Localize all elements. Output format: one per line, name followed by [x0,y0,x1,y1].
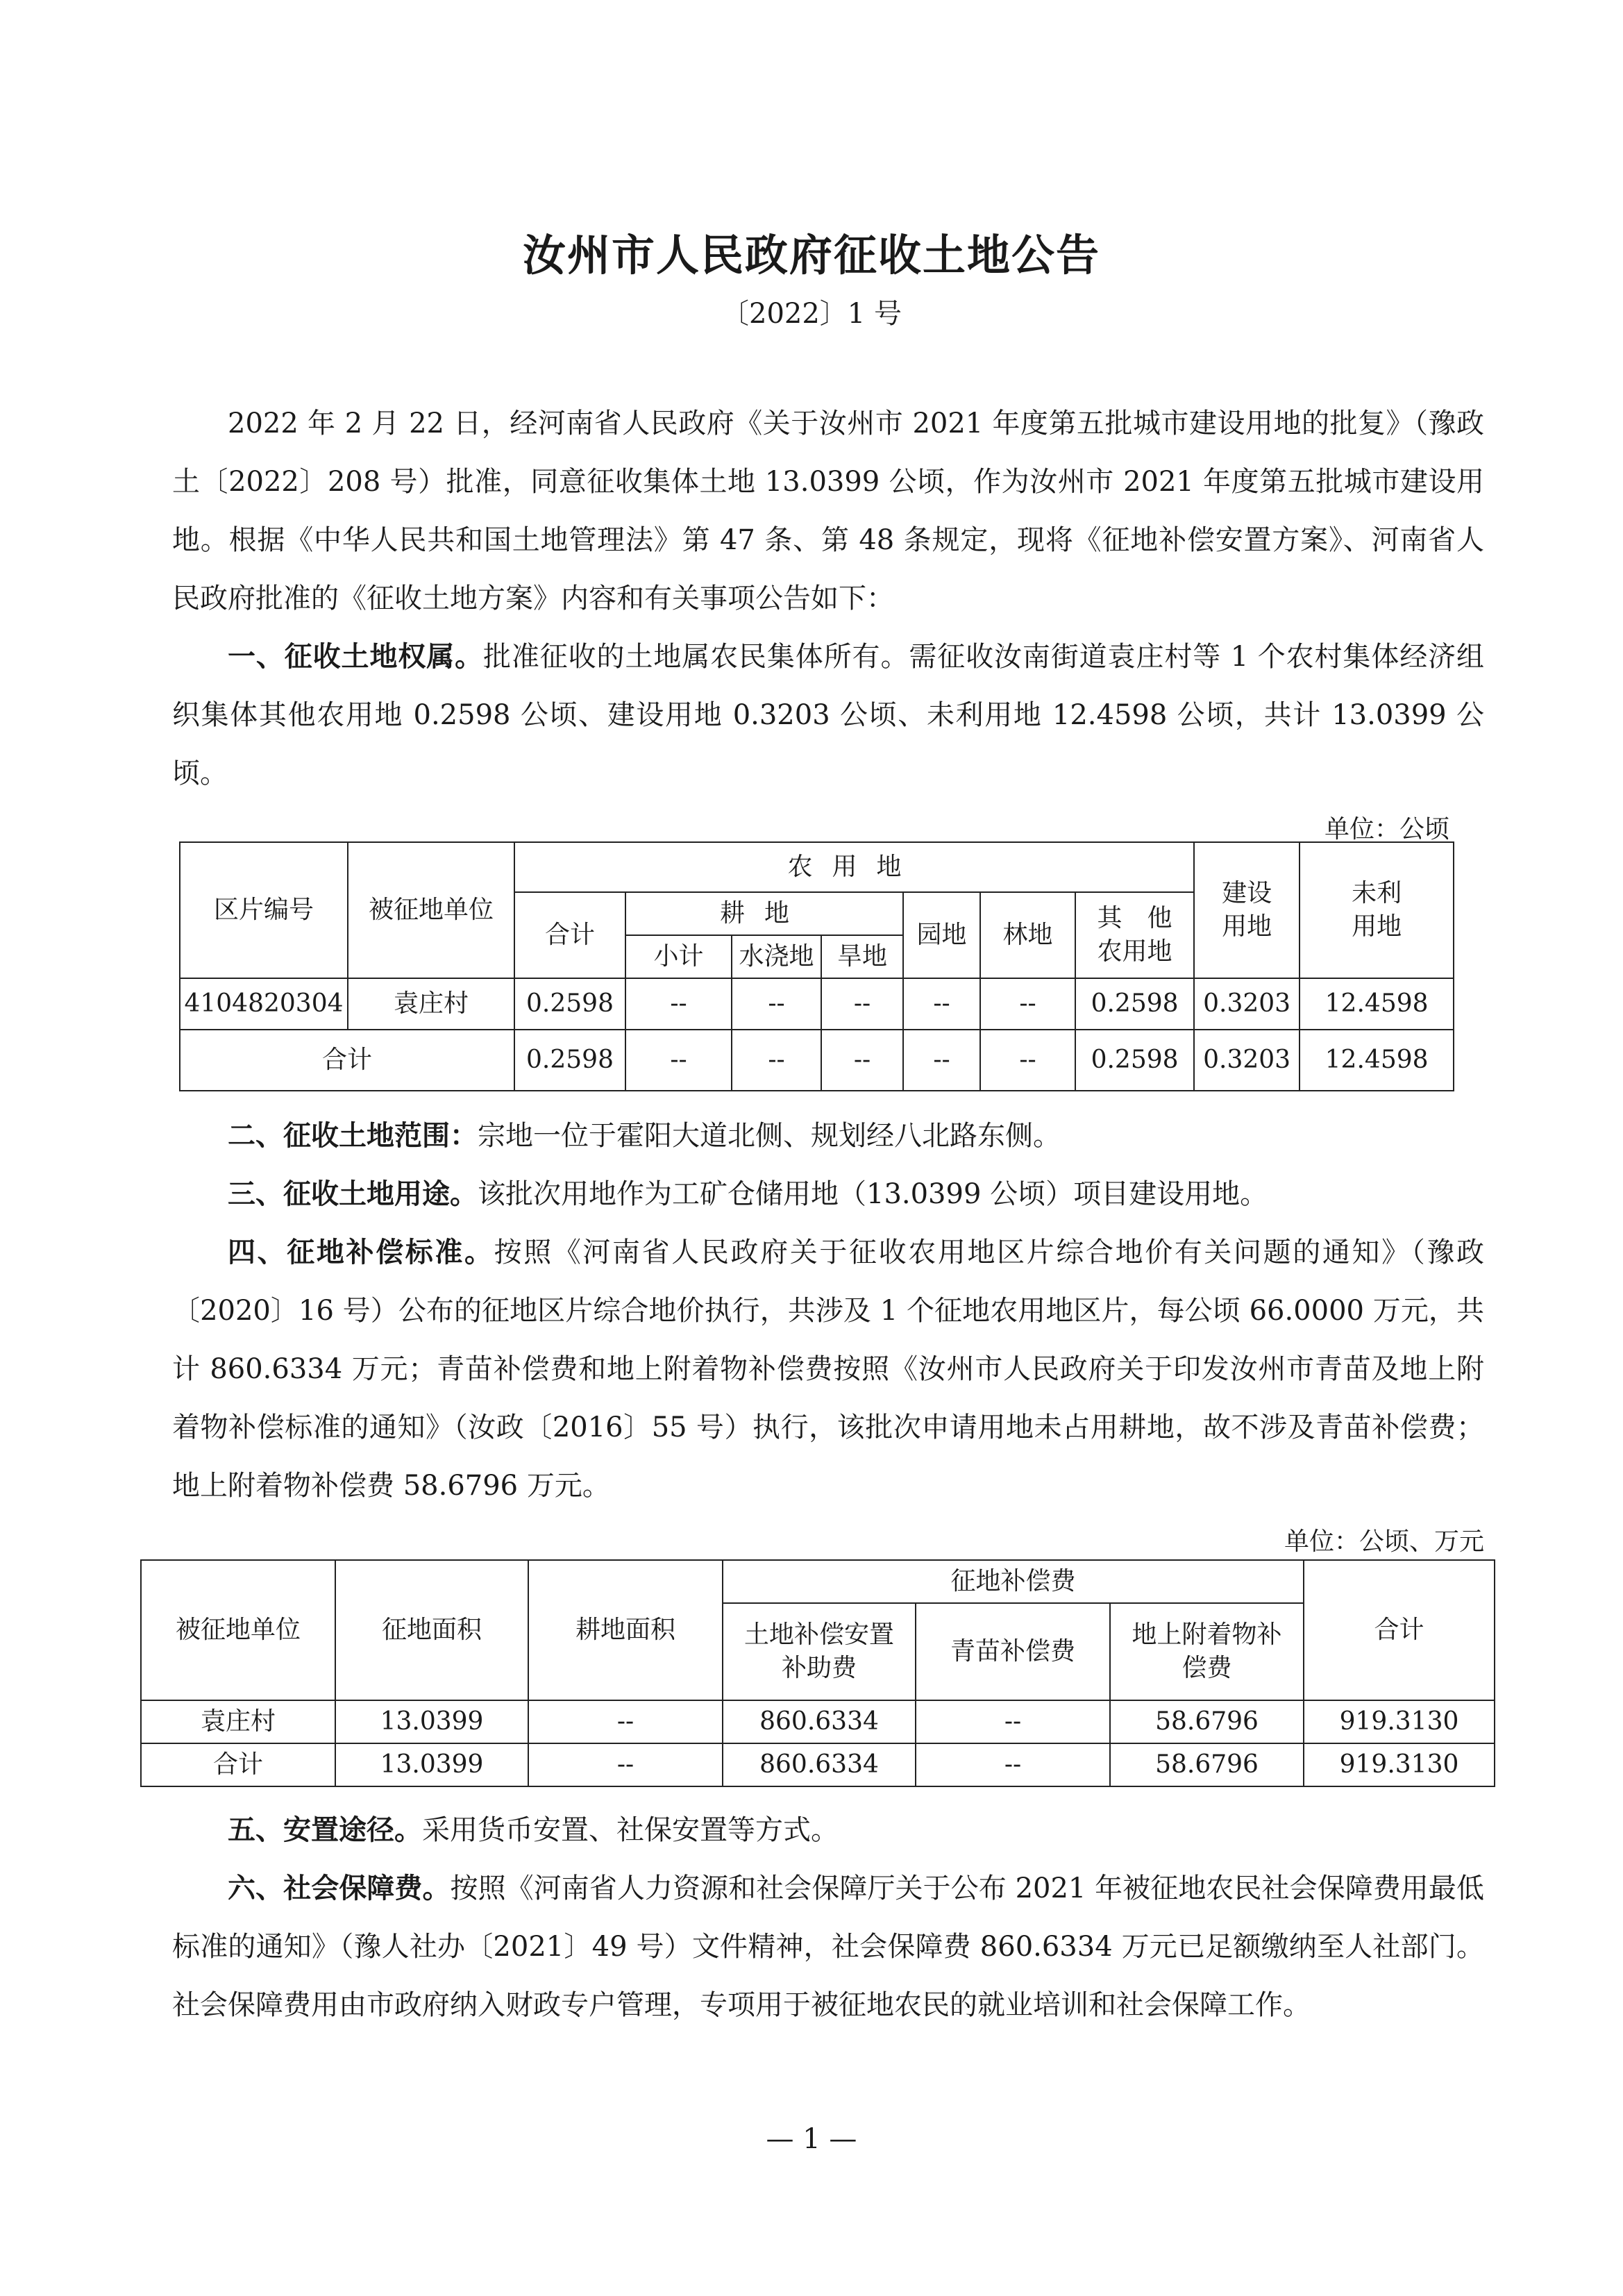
table2-unit: 单位：公顷、万元 [1284,1527,1484,1556]
table-total-row: 合计 13.0399 -- 860.6334 -- 58.6796 919.3130 [141,1743,1495,1786]
table-total-row: 合计 0.2598 -- -- -- -- -- 0.2598 0.3203 12.4598 [180,1030,1454,1091]
t1-header-garden: 园地 [903,892,980,978]
section-3-body: 该批次用地作为工矿仓储用地（13.0399 公顷）项目建设用地。 [478,1178,1268,1210]
t2-header-land: 土地补偿安置 补助费 [723,1603,916,1700]
section-1-heading: 一、征收土地权属。 [228,640,483,673]
table1-unit: 单位：公顷 [1324,815,1449,844]
section-4-body: 按照《河南省人民政府关于征收农用地区片综合地价有关问题的通知》（豫政〔2020〕16 号）公布的征地区片综合地价执行，共涉及 1 个征地农用地区片，每公顷 66.0000 万元，共计 860.6334 万元；青苗补偿费和地上附着物补偿费按照《汝州市人民政府关于印发汝州市青苗及地上附着物补偿标准的通知》（汝政〔2016〕55 号）执行，该批次申请用地未占用耕地，故不涉及青苗补偿费；地上附着物补偿费 58.6796 万元。 [172,1237,1485,1502]
t1-header-agri: 农用地 [514,842,1194,892]
section-6-body: 按照《河南省人力资源和社会保障厅关于公布 2021 年被征地农民社会保障费用最低标准的通知》（豫人社办〔2021〕49 号）文件精神，社会保障费 860.6334 万元已足额缴纳至人社部门。社会保障费用由市政府纳入财政专户管理，专项用于被征地农民的就业培训和社会保障工作。 [172,1872,1484,2021]
section-2 [172,1107,1484,1165]
t1-header-total: 合计 [514,892,625,978]
section-6-heading: 六、社会保障费。 [228,1872,451,1904]
section-2-body: 宗地一位于霍阳大道北侧、规划经八北路东侧。 [478,1120,1061,1152]
page-number: — 1 — [766,2123,857,2155]
t2-header-arable: 耕地面积 [528,1560,723,1700]
t1-header-unused: 未利 用地 [1300,842,1454,978]
section-5 [172,1801,1484,1859]
section-1-body: 批准征收的土地属农民集体所有。需征收汝南街道袁庄村等 1 个农村集体经济组织集体其他农用地 0.2598 公顷、建设用地 0.3203 公顷、未利用地 12.4598 公顷，共计 13.0399 公顷。 [172,641,1484,789]
document-title: 汝州市人民政府征收土地公告 [522,230,1100,280]
section-3-heading: 三、征收土地用途。 [228,1178,478,1210]
t2-header-attach: 地上附着物补 偿费 [1110,1603,1304,1700]
section-5-heading: 五、安置途径。 [228,1813,422,1846]
compensation-table [140,1559,1495,1787]
t2-header-crop: 青苗补偿费 [916,1603,1110,1700]
t2-header-area: 征地面积 [335,1560,528,1700]
t1-header-area-code: 区片编号 [180,842,348,978]
section-6 [172,1859,1484,2034]
land-ownership-table [179,841,1454,1091]
section-5-body: 采用货币安置、社保安置等方式。 [422,1814,839,1846]
t1-header-subtotal: 小计 [625,935,732,978]
t1-header-other: 其 他 农用地 [1075,892,1194,978]
t1-header-irrigated: 水浇地 [732,935,821,978]
t1-header-build: 建设 用地 [1194,842,1300,978]
t2-header-total: 合计 [1304,1560,1495,1700]
section-1 [172,628,1484,803]
section-4-heading: 四、征地补偿标准。 [228,1236,494,1268]
section-3 [172,1165,1484,1223]
table-row: 袁庄村 13.0399 -- 860.6334 -- 58.6796 919.3130 [141,1700,1495,1743]
t2-header-unit: 被征地单位 [141,1560,335,1700]
t1-header-arable: 耕地 [625,892,903,935]
section-4 [172,1223,1484,1515]
intro-paragraph: 2022 年 2 月 22 日，经河南省人民政府《关于汝州市 2021 年度第五批城市建设用地的批复》（豫政土〔2022〕208 号）批准，同意征收集体土地 13.0399 公顷，作为汝州市 2021 年度第五批城市建设用地。根据《中华人民共和国土地管理法》第 47 条、第 48 条规定，现将《征地补偿安置方案》、河南省人民政府批准的《征收土地方案》内容和有关事项公告如下： [172,408,1484,614]
t1-header-unit: 被征地单位 [348,842,514,978]
document-number: 〔2022〕1 号 [721,298,902,330]
section-2-heading: 二、征收土地范围： [228,1119,478,1152]
table-row: 4104820304 袁庄村 0.2598 -- -- -- -- -- 0.2598 0.3203 12.4598 [180,978,1454,1030]
t2-header-compensation: 征地补偿费 [723,1560,1304,1603]
t1-header-dry: 旱地 [821,935,903,978]
t1-header-forest: 林地 [980,892,1075,978]
